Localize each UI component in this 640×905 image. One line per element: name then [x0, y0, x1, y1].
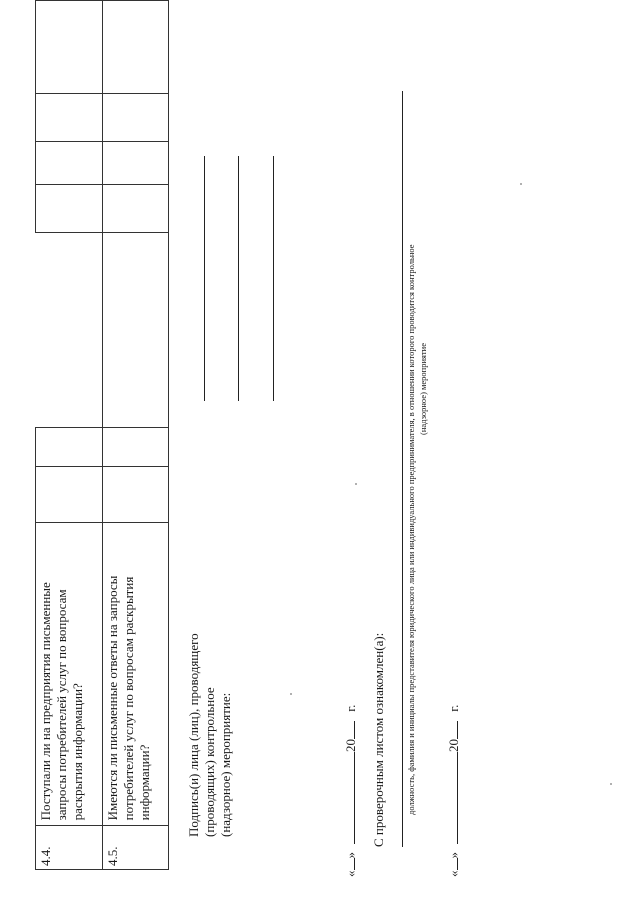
signature-label: [186, 633, 234, 837]
acknowledgement-caption: должность, фамилия и инициалы представителя юридического лица или индивидуального предпринимателя, в отношении которого проводится контрольное: [406, 244, 416, 815]
answer-cell: [36, 185, 103, 233]
question-line: Поступали ли на предприятия письменные: [38, 582, 53, 821]
scan-speck: [520, 183, 522, 185]
date-open-quote: «: [446, 870, 461, 877]
scan-speck: [610, 783, 612, 785]
blank-cell: [103, 233, 169, 428]
signature-label-line: (надзорное) мероприятие:: [218, 692, 233, 837]
answer-cell: [36, 428, 103, 467]
acknowledgement-caption: (надзорное) мероприятие: [418, 343, 428, 435]
row-number-cell: [103, 826, 169, 870]
signature-label-line: (проводящих) контрольное: [202, 687, 217, 837]
table-row: [36, 1, 103, 870]
month-blank: [342, 752, 355, 844]
scan-speck: [290, 693, 292, 695]
answer-cell: [36, 1, 103, 94]
table-row: [103, 1, 169, 870]
answer-cell: [103, 428, 169, 467]
question-line: запросы потребителей услуг по вопросам: [54, 589, 69, 821]
answer-cell: [103, 142, 169, 185]
signature-line: [273, 156, 274, 401]
date-field: [445, 705, 462, 877]
answer-cell: [103, 93, 169, 141]
answer-cell: [36, 142, 103, 185]
answer-cell: [103, 467, 169, 523]
question-cell: [36, 523, 103, 826]
question-line: Имеются ли письменные ответы на запросы: [105, 575, 120, 821]
answer-cell: [36, 93, 103, 141]
checklist-table: [35, 0, 169, 870]
question-line: потребителей услуг по вопросам раскрытия: [121, 576, 136, 821]
row-number: 4.5.: [105, 846, 120, 866]
day-blank: [342, 859, 355, 871]
question-line: раскрытия информации?: [70, 683, 85, 821]
year-blank: [342, 721, 355, 739]
date-century: 20: [343, 739, 358, 752]
month-blank: [445, 752, 458, 844]
date-year-suffix: г.: [446, 704, 461, 712]
answer-cell: [103, 1, 169, 94]
date-close-quote: »: [446, 852, 461, 859]
day-blank: [445, 859, 458, 871]
answer-cell: [103, 185, 169, 233]
question-cell: [103, 523, 169, 826]
date-century: 20: [446, 739, 461, 752]
date-year-suffix: г.: [343, 704, 358, 712]
question-line: информации?: [137, 744, 152, 821]
acknowledgement-line: [402, 91, 403, 847]
date-open-quote: «: [343, 870, 358, 877]
signature-line: [204, 156, 205, 401]
signature-label-line: Подпись(и) лица (лиц), проводящего: [186, 633, 201, 837]
row-number: 4.4.: [38, 846, 53, 866]
signature-line: [238, 156, 239, 401]
scan-speck: [355, 483, 357, 485]
row-number-cell: [36, 826, 103, 870]
date-field: [342, 705, 359, 877]
blank-cell: [36, 233, 103, 428]
date-close-quote: »: [343, 852, 358, 859]
year-blank: [445, 721, 458, 739]
answer-cell: [36, 467, 103, 523]
acknowledgement-label: С проверочным листом ознакомлен(а):: [371, 632, 386, 847]
